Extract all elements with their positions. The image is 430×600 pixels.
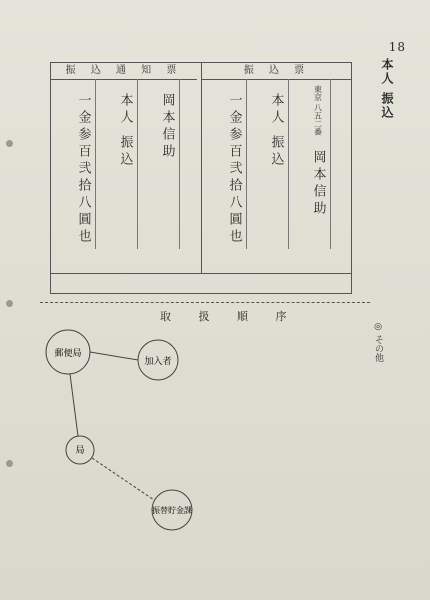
section-title: 取 扱 順 序 (160, 310, 299, 323)
payee-column (264, 79, 289, 249)
binding-hole (6, 140, 13, 147)
diagram-arrow (90, 352, 138, 360)
payee-text: 本人 振込 (268, 93, 284, 170)
notice-slip (51, 63, 197, 273)
diagram-label: 振替貯金課 (152, 506, 192, 515)
transfer-slip-header: 振 込 票 (202, 63, 352, 80)
diagram-arrow (92, 458, 154, 500)
margin-note (22, 62, 48, 262)
notice-slip-header: 振 込 通 知 票 (51, 63, 197, 80)
sender-text: 岡本信助 (310, 149, 326, 218)
binding-hole (6, 300, 13, 307)
payee-column (113, 79, 138, 249)
diagram-label: 局 (75, 446, 85, 456)
body-text (205, 322, 385, 547)
diagram-label: 加入者 (144, 357, 172, 367)
account-column (306, 79, 331, 249)
amount-text: 一金参百弐拾八圓也 (75, 93, 91, 246)
transfer-slip (201, 63, 352, 273)
sender-text: 岡本信助 (159, 93, 175, 161)
transfer-form (50, 62, 352, 294)
payee-text: 本人 振込 (117, 93, 133, 170)
amount-column (222, 79, 247, 249)
cut-line (40, 302, 370, 303)
page-number: 18 (388, 40, 406, 54)
diagram-label: 郵便局 (54, 349, 82, 359)
amount-column (71, 79, 96, 249)
diagram-arrow (70, 374, 78, 436)
sender-column (155, 79, 180, 249)
binding-holes (4, 0, 18, 600)
binding-hole (6, 460, 13, 467)
form-footer (51, 273, 351, 293)
body-heading: ◎ その他 (373, 322, 383, 362)
amount-text: 一金参百弐拾八圓也 (226, 93, 242, 246)
process-diagram (40, 322, 200, 542)
section-heading: 本人 振込 (380, 58, 394, 121)
account-text: 東京 八五二番 (313, 85, 323, 136)
